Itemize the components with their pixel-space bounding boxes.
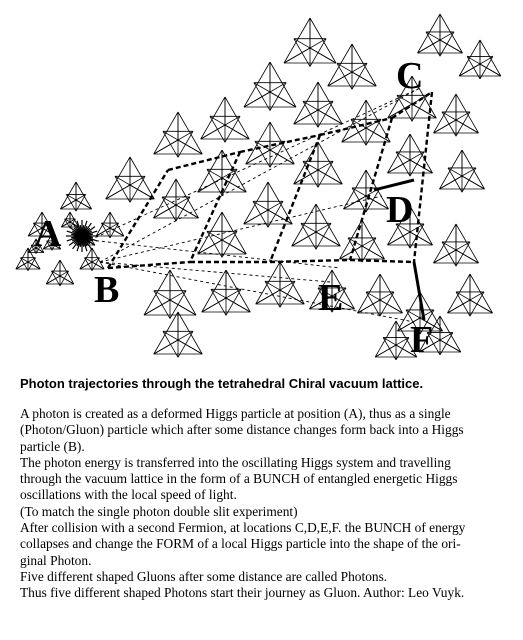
photon-trajectories (90, 88, 432, 322)
body-line: The photon energy is transferred into the oscillating Higgs system and travelling (20, 454, 451, 470)
photon-burst-at-a (66, 220, 98, 252)
body-line: collapses and change the FORM of a local Higgs particle into the shape of the ori- (20, 536, 461, 552)
body-line: particle (B). (20, 438, 85, 454)
body-line: (To match the single photon double slit experiment) (20, 503, 298, 519)
lattice-wireframe (16, 14, 501, 360)
body-line: ginal Photon. (20, 552, 92, 568)
body-line: After collision with a second Fermion, at locations C,D,E,F. the BUNCH of energy (20, 520, 466, 536)
body-line: through the vacuum lattice in the form of a BUNCH of entangled energetic Higgs (20, 471, 458, 487)
body-line: oscillations with the local speed of light. (20, 487, 237, 503)
label-f: F (410, 319, 434, 361)
body-line: Thus five different shaped Photons start their journey as Gluon. Author: Leo Vuyk. (20, 585, 465, 601)
label-c: C (396, 55, 424, 97)
label-a: A (34, 213, 62, 255)
label-b: B (94, 269, 120, 311)
label-d: D (386, 189, 414, 231)
body-line: A photon is created as a deformed Higgs particle at position (A), thus as a single (20, 406, 451, 421)
body-line: (Photon/Gluon) particle which after some distance changes form back into a Higgs (20, 422, 464, 438)
body-text (20, 406, 518, 602)
figure-caption: Photon trajectories through the tetrahedral Chiral vacuum lattice. (20, 376, 424, 391)
body-line: Five different shaped Gluons after some distance are called Photons. (20, 568, 388, 584)
label-e: E (318, 277, 344, 319)
